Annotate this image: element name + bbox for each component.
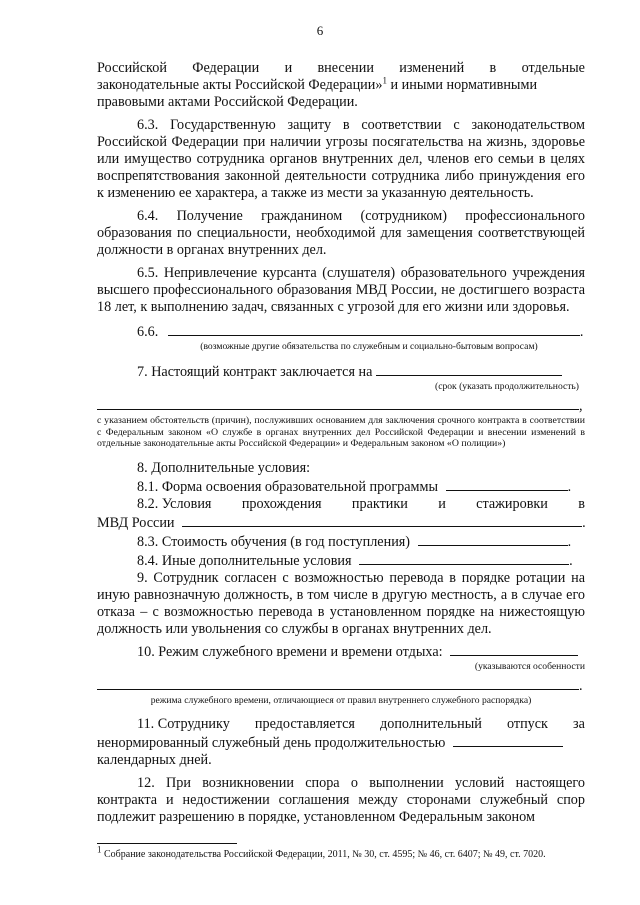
- tuition-cost-field[interactable]: [418, 532, 568, 546]
- clause-8-4: 8.4. Иные дополнительные условия .: [137, 552, 573, 569]
- footnote-ref[interactable]: 1: [382, 75, 387, 86]
- clause-6-5: 6.5. Непривлечение курсанта (слушателя) образовательного учреждения высшего профессионального образования МВД России, не достигшего возраста 18 лет, к выполнению задач, связанных с угрозой для его жизни или здоровья.: [97, 265, 585, 315]
- practice-conditions-field[interactable]: [182, 513, 582, 527]
- document-body: [97, 60, 585, 826]
- footnote-divider: [97, 843, 237, 844]
- clause-8-1: 8.1. Форма освоения образовательной программы .: [137, 478, 572, 495]
- contract-term-caption: (срок (указать продолжительность): [435, 381, 579, 392]
- footnote: $^1$ Собрание законодательства Российской Федерации, 2011, № 30, ст. 4595; № 46, ст. 6407; № 49, ст. 7020.: [97, 844, 546, 860]
- clause-7: 7. Настоящий контракт заключается на: [97, 362, 585, 381]
- clause-8-title: 8. Дополнительные условия:: [137, 459, 311, 476]
- clause-11-line2: ненормированный служебный день продолжительностью: [97, 733, 585, 752]
- work-schedule-line2: .: [97, 676, 585, 695]
- contract-term-field[interactable]: [376, 362, 562, 376]
- vacation-days-field[interactable]: [453, 733, 563, 747]
- clause-6-6: 6.6. .: [137, 324, 584, 340]
- other-conditions-field[interactable]: [359, 551, 569, 565]
- clause-12: 12. При возникновении спора о выполнении условий настоящего контракта и недостижении соглашения между сторонами служебный спор подлежит разрешению в порядке, установленном Федеральным законом: [97, 774, 585, 825]
- clause-8-2-line1: 8.2. Условия прохождения практики и стажировки в: [137, 495, 585, 512]
- study-form-field[interactable]: [446, 477, 568, 491]
- clause-6-6-caption: (возможные другие обязательства по служебным и социально-бытовым вопросам): [200, 341, 538, 352]
- clause-6-4: 6.4. Получение гражданином (сотрудником) профессионального образования по специальности, необходимой для замещения соответствующей должности в органах внутренних дел.: [97, 208, 585, 258]
- contract-term-note: с указанием обстоятельств (причин), послуживших основанием для заключения срочного контракта в соответствии с Федеральным законом «О службе в органах внутренних дел Российской Федерации и внесении изменений в отдельные законодательные акты Российской Федерации» и Федеральным законом «О полиции»): [97, 415, 585, 450]
- clause-8-3: 8.3. Стоимость обучения (в год поступления) .: [137, 533, 572, 550]
- work-schedule-caption1: (указываются особенности: [474, 660, 585, 672]
- clause-6-3: 6.3. Государственную защиту в соответствии с законодательством Российской Федерации при наличии угрозы посягательства на жизнь, здоровье или имущество сотрудника органов внутренних дел, членов его семьи в целях воспрепятствования законной деятельности сотрудника либо принуждения его к изменению ее характера, а также из мести за указанную деятельность.: [97, 117, 585, 201]
- clause-10: 10. Режим служебного времени и времени отдыха:: [97, 642, 585, 661]
- work-schedule-field[interactable]: [450, 642, 578, 656]
- clause-6-6-field[interactable]: [168, 322, 580, 336]
- work-schedule-field-2[interactable]: [97, 676, 579, 690]
- p1-line3: правовыми актами Российской Федерации.: [97, 94, 358, 110]
- contract-term-reason-field[interactable]: [97, 396, 579, 410]
- p1-line2: законодательные акты Российской Федерации»$^1$ и иными нормативными: [97, 75, 538, 93]
- contract-term-line2: ,: [97, 396, 585, 415]
- p1-line1: Российской Федерации и внесении изменений в отдельные: [97, 60, 585, 76]
- clause-11-line1: 11. Сотруднику предоставляется дополнительный отпуск за: [137, 715, 585, 732]
- work-schedule-caption2: режима служебного времени, отличающиеся от правил внутреннего служебного распорядка): [150, 694, 532, 706]
- clause-11-line3: календарных дней.: [97, 751, 212, 768]
- page-number: 6: [316, 23, 324, 38]
- clause-9: 9. Сотрудник согласен с возможностью перевода в порядке ротации на иную равнозначную должность, в том числе в другую местность, а в случае его отказа – с возможностью перевода в установленном порядке на нижестоящую должность или увольнения со службы в органах внутренних дел.: [97, 569, 585, 637]
- clause-8-2-line2: МВД России .: [97, 514, 586, 531]
